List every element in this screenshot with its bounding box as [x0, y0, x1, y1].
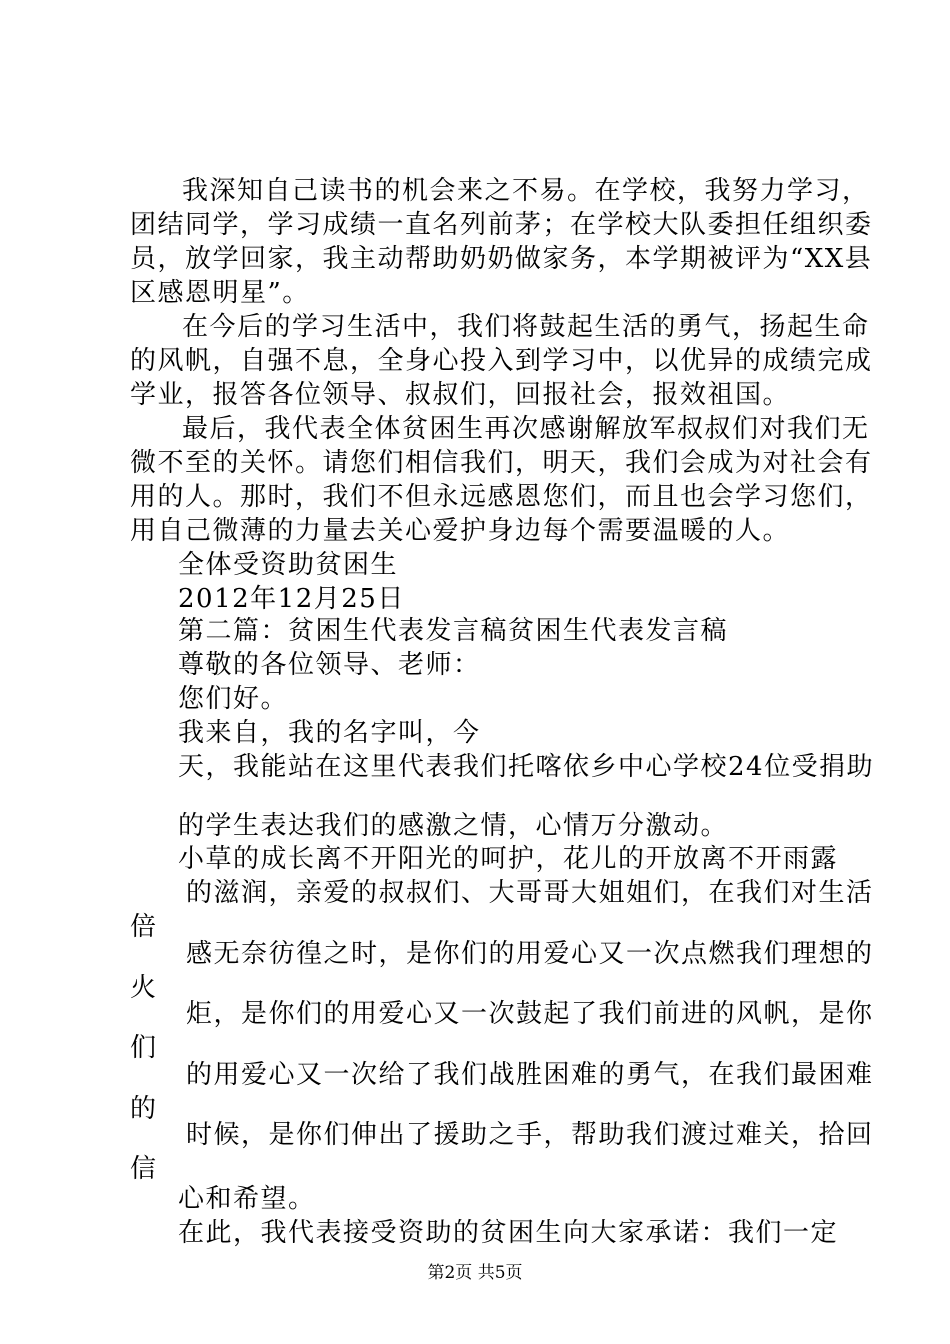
- wrapped-char-line: 倍: [130, 912, 158, 942]
- paragraph-line: 小草的成长离不开阳光的呵护，花儿的开放离不开雨露: [178, 844, 839, 874]
- salutation-line: 尊敬的各位领导、老师：: [178, 650, 481, 680]
- wrapped-char-line: 火: [130, 973, 158, 1003]
- paragraph-line: 天，我能站在这里代表我们托喀依乡中心学校24位受捐助: [178, 752, 875, 782]
- date-line: 2012年12月25日: [178, 584, 405, 614]
- wrapped-char-line: 们: [130, 1033, 158, 1063]
- paragraph-line: 的风帆，自强不息，全身心投入到学习中，以优异的成绩完成: [130, 346, 873, 376]
- greeting-line: 您们好。: [178, 684, 289, 714]
- signature-line: 全体受资助贫困生: [178, 550, 399, 580]
- paragraph-line: 团结同学，学习成绩一直名列前茅；在学校大队委担任组织委: [130, 210, 873, 240]
- paragraph-line: 的滋润，亲爱的叔叔们、大哥哥大姐姐们，在我们对生活: [186, 878, 874, 908]
- paragraph-line: 的学生表达我们的感激之情，心情万分激动。: [178, 811, 729, 841]
- paragraph-line: 微不至的关怀。请您们相信我们，明天，我们会成为对社会有: [130, 448, 873, 478]
- wrapped-char-line: 信: [130, 1154, 158, 1184]
- paragraph-line: 的用爱心又一次给了我们战胜困难的勇气，在我们最困难: [186, 1060, 874, 1090]
- paragraph-line: 我来自，我的名字叫，今: [178, 718, 481, 748]
- paragraph-line: 用自己微薄的力量去关心爱护身边每个需要温暖的人。: [130, 516, 791, 546]
- paragraph-line: 员，放学回家，我主动帮助奶奶做家务，本学期被评为“XX县: [130, 244, 873, 274]
- paragraph-line: 用的人。那时，我们不但永远感恩您们，而且也会学习您们，: [130, 482, 873, 512]
- paragraph-line: 区感恩明星”。: [130, 278, 310, 308]
- paragraph-line: 学业，报答各位领导、叔叔们，回报社会，报效祖国。: [130, 380, 791, 410]
- paragraph-line: 炬，是你们的用爱心又一次鼓起了我们前进的风帆，是你: [186, 999, 874, 1029]
- paragraph-line: 我深知自己读书的机会来之不易。在学校，我努力学习，: [182, 176, 870, 206]
- section-heading: 第二篇：贫困生代表发言稿贫困生代表发言稿: [178, 616, 729, 646]
- paragraph-line: 心和希望。: [178, 1184, 316, 1214]
- paragraph-line: 时候，是你们伸出了援助之手，帮助我们渡过难关，拾回: [186, 1120, 874, 1150]
- page-footer: 第2页 共5页: [427, 1263, 523, 1283]
- paragraph-line: 最后，我代表全体贫困生再次感谢解放军叔叔们对我们无: [182, 414, 870, 444]
- wrapped-char-line: 的: [130, 1094, 158, 1124]
- paragraph-line: 感无奈彷徨之时，是你们的用爱心又一次点燃我们理想的: [186, 939, 874, 969]
- paragraph-line: 在今后的学习生活中，我们将鼓起生活的勇气，扬起生命: [182, 312, 870, 342]
- paragraph-line: 在此，我代表接受资助的贫困生向大家承诺：我们一定: [178, 1218, 839, 1248]
